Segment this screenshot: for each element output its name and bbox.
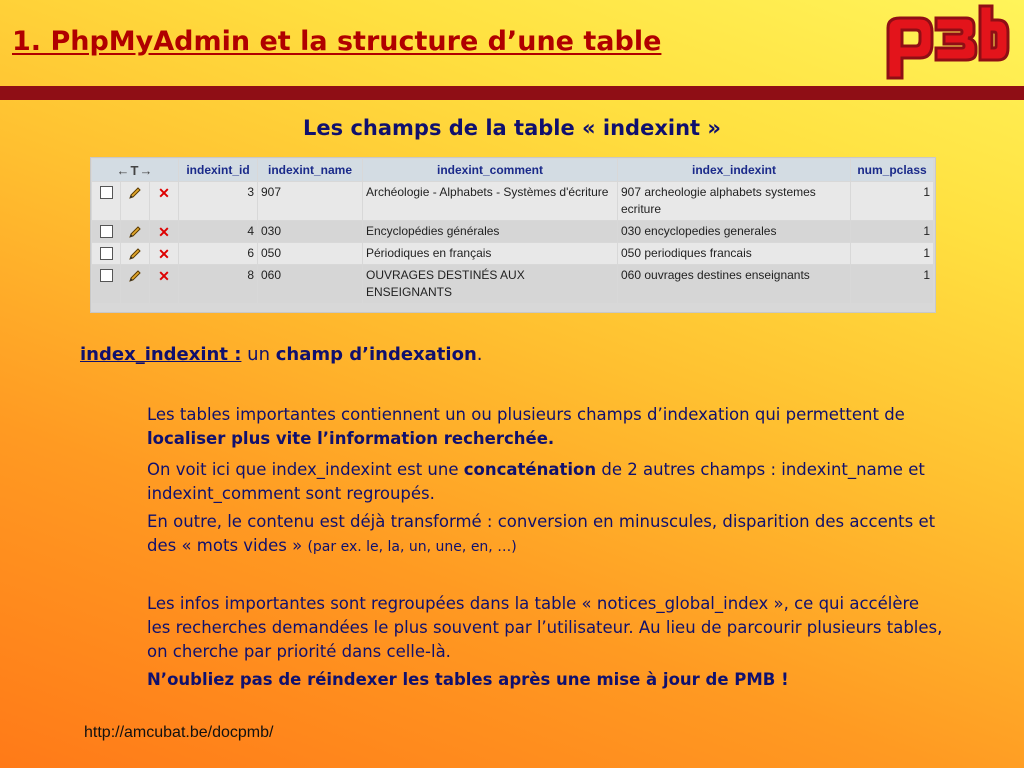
edit-pencil-icon[interactable] xyxy=(127,185,143,201)
cell-indexint-id: 3 xyxy=(179,182,257,220)
paragraph-3 xyxy=(147,510,947,559)
slide-subtitle: Les champs de la table « indexint » xyxy=(303,116,721,140)
paragraph-4: Les infos importantes sont regroupées dans la table « notices_global_index », ce qui accélère les recherches demandées le plus souvent par l’utilisateur. Au lieu de parcourir plusieurs tables, on cherche par priorité dans celle-là. xyxy=(147,594,943,661)
pmb-logo xyxy=(880,2,1010,84)
para3-small: (par ex. le, la, un, une, en, …) xyxy=(307,539,517,555)
cell-indexint-comment: Encyclopédies générales xyxy=(363,221,617,242)
cell-index-indexint: 050 periodiques francais xyxy=(618,243,850,264)
paragraph-5-reminder: N’oubliez pas de réindexer les tables après une mise à jour de PMB ! xyxy=(147,670,789,689)
lead-mid: un xyxy=(241,344,276,365)
phpmyadmin-table-screenshot xyxy=(90,157,936,313)
paragraph-1 xyxy=(147,403,947,451)
edit-pencil-icon[interactable] xyxy=(127,224,143,240)
table-row xyxy=(92,265,933,303)
cell-indexint-id: 6 xyxy=(179,243,257,264)
row-checkbox[interactable] xyxy=(100,186,113,199)
cell-num-pclass: 1 xyxy=(851,243,933,264)
para2-text-a: On voit ici que index_indexint est une xyxy=(147,460,464,479)
cell-index-indexint: 907 archeologie alphabets systemes ecriture xyxy=(618,182,850,220)
column-header[interactable]: indexint_comment xyxy=(363,159,617,181)
cell-indexint-name: 907 xyxy=(258,182,362,220)
cell-indexint-name: 030 xyxy=(258,221,362,242)
edit-pencil-icon[interactable] xyxy=(127,246,143,262)
cell-num-pclass: 1 xyxy=(851,221,933,242)
cell-num-pclass: 1 xyxy=(851,265,933,303)
lead-end: . xyxy=(476,344,483,365)
column-header[interactable]: indexint_id xyxy=(179,159,257,181)
column-header[interactable]: index_indexint xyxy=(618,159,850,181)
data-grid xyxy=(91,158,934,304)
delete-x-icon[interactable]: ✕ xyxy=(158,245,170,262)
table-row xyxy=(92,182,933,220)
cell-indexint-comment: Périodiques en français xyxy=(363,243,617,264)
cell-index-indexint: 060 ouvrages destines enseignants xyxy=(618,265,850,303)
table-row xyxy=(92,221,933,242)
cell-indexint-comment: Archéologie - Alphabets - Systèmes d'écriture xyxy=(363,182,617,220)
paragraph-2 xyxy=(147,458,947,506)
slide-title: 1. PhpMyAdmin et la structure d’une table xyxy=(12,26,662,57)
column-nav-arrows[interactable]: ←T→ xyxy=(92,159,178,181)
cell-indexint-comment: OUVRAGES DESTINÉS AUX ENSEIGNANTS xyxy=(363,265,617,303)
row-checkbox[interactable] xyxy=(100,247,113,260)
cell-indexint-id: 8 xyxy=(179,265,257,303)
para1-bold: localiser plus vite l’information recherchée. xyxy=(147,429,555,448)
lead-definition xyxy=(80,344,483,365)
delete-x-icon[interactable]: ✕ xyxy=(158,184,170,201)
cell-index-indexint: 030 encyclopedies generales xyxy=(618,221,850,242)
para1-text: Les tables importantes contiennent un ou plusieurs champs d’indexation qui permettent de xyxy=(147,405,905,424)
cell-num-pclass: 1 xyxy=(851,182,933,220)
cell-indexint-name: 060 xyxy=(258,265,362,303)
cell-indexint-id: 4 xyxy=(179,221,257,242)
column-header[interactable]: num_pclass xyxy=(851,159,933,181)
delete-x-icon[interactable]: ✕ xyxy=(158,223,170,240)
table-row xyxy=(92,243,933,264)
row-checkbox[interactable] xyxy=(100,225,113,238)
delete-x-icon[interactable]: ✕ xyxy=(158,267,170,284)
para2-bold: concaténation xyxy=(463,460,597,479)
column-header[interactable]: indexint_name xyxy=(258,159,362,181)
para3-text: En outre, le contenu est déjà transformé : conversion en minuscules, disparition des accents et des « mots vides » xyxy=(147,512,936,555)
cell-indexint-name: 050 xyxy=(258,243,362,264)
footer-url[interactable]: http://amcubat.be/docpmb/ xyxy=(84,724,274,741)
lead-bold: champ d’indexation xyxy=(275,344,477,365)
header-band xyxy=(0,86,1024,100)
lead-term: index_indexint : xyxy=(80,344,242,365)
para2-text-c: de 2 autres champs : indexint_name et indexint_comment sont regroupés. xyxy=(147,460,925,503)
edit-pencil-icon[interactable] xyxy=(127,268,143,284)
row-checkbox[interactable] xyxy=(100,269,113,282)
